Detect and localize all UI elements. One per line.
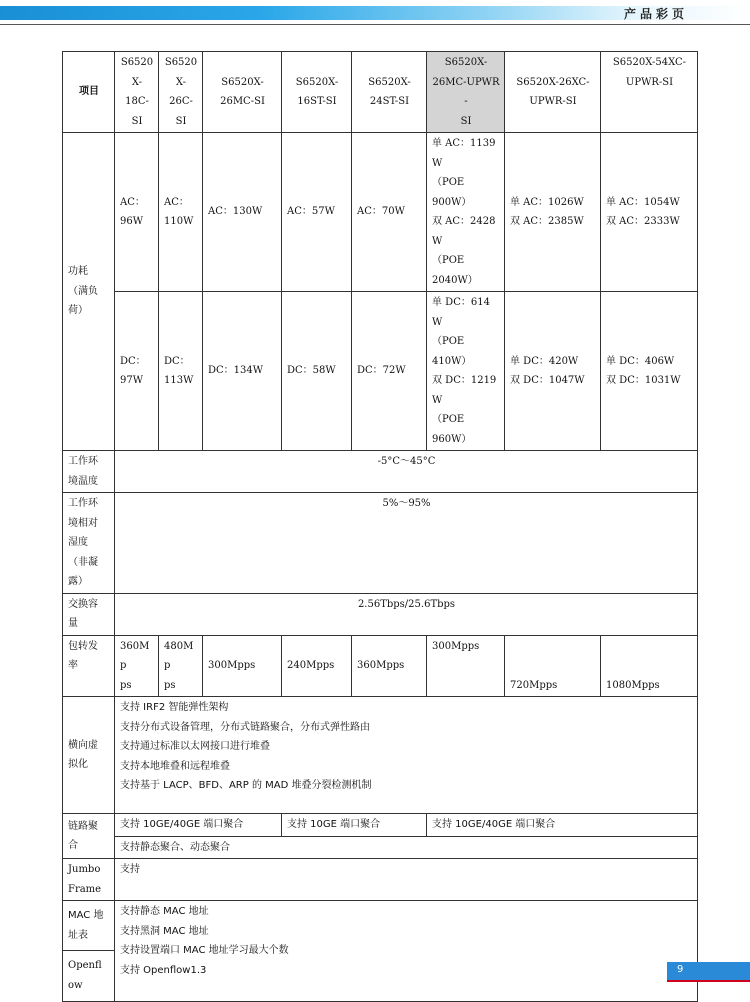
- power-ac-cell: 单 AC：1026W 双 AC：2385W: [505, 133, 601, 292]
- power-dc-cell: DC：58W: [282, 292, 352, 451]
- mac-openflow-value: [115, 901, 698, 1002]
- mac-value: 支持静态 MAC 地址 支持黑洞 MAC 地址 支持设置端口 MAC 地址学习最大个数: [120, 906, 289, 956]
- page-number: 9: [677, 964, 684, 975]
- humidity-value: 5%～95%: [115, 493, 698, 594]
- col-header-26xc-upwr: S6520X-26XC- UPWR-SI: [505, 52, 601, 133]
- power-ac-cell: AC：70W: [352, 133, 427, 292]
- link-agg-label: 链路聚 合: [63, 814, 115, 859]
- power-ac-cell: AC： 96W: [115, 133, 159, 292]
- forwarding-label: 包转发 率: [63, 635, 115, 697]
- power-dc-cell: DC：134W: [203, 292, 282, 451]
- jumbo-value: 支持: [115, 859, 698, 901]
- link-agg-cell: 支持 10GE/40GE 端口聚合: [115, 814, 282, 837]
- power-ac-row: [63, 133, 698, 292]
- header-divider: [0, 24, 750, 25]
- col-header-26mc-upwr: S6520X- 26MC-UPWR- SI: [427, 52, 505, 133]
- forwarding-row: [63, 635, 698, 697]
- link-agg-cell: 支持 10GE 端口聚合: [282, 814, 427, 837]
- virtualization-row: [63, 697, 698, 814]
- power-dc-cell: 单 DC：420W 双 DC：1047W: [505, 292, 601, 451]
- openflow-label: Openfl ow: [63, 951, 115, 1001]
- openflow-value: 支持 Openflow1.3: [120, 964, 207, 976]
- link-agg-cell: 支持 10GE/40GE 端口聚合: [427, 814, 698, 837]
- power-ac-cell: 单 AC：1054W 双 AC：2333W: [601, 133, 698, 292]
- col-header-26c: S6520 X- 26C- SI: [159, 52, 203, 133]
- temperature-value: -5°C～45°C: [115, 451, 698, 493]
- humidity-row: [63, 493, 698, 594]
- forwarding-cell: 300Mpps: [203, 635, 282, 697]
- temperature-row: [63, 451, 698, 493]
- header-title: 产品彩页: [623, 7, 688, 21]
- temperature-label: 工作环 境温度: [63, 451, 115, 493]
- link-agg-row-1: [63, 814, 698, 837]
- humidity-label: 工作环 境相对 湿度 （非凝 露）: [63, 493, 115, 594]
- capacity-label: 交换容 量: [63, 593, 115, 635]
- col-header-item: 项目: [63, 52, 115, 133]
- virtualization-label: 横向虚 拟化: [63, 697, 115, 814]
- power-dc-cell: 单 DC：406W 双 DC：1031W: [601, 292, 698, 451]
- col-header-54xc-upwr: S6520X-54XC- UPWR-SI: [601, 52, 698, 133]
- power-dc-cell: DC： 113W: [159, 292, 203, 451]
- forwarding-cell: 1080Mpps: [601, 635, 698, 697]
- power-ac-cell: AC：57W: [282, 133, 352, 292]
- power-dc-cell: 单 DC：614W （POE 410W） 双 DC：1219W （POE 960W）: [427, 292, 505, 451]
- power-dc-row: [63, 292, 698, 451]
- mac-row: [63, 901, 698, 951]
- forwarding-cell: 360Mp ps: [115, 635, 159, 697]
- forwarding-cell: 240Mpps: [282, 635, 352, 697]
- capacity-row: [63, 593, 698, 635]
- forwarding-cell: 720Mpps: [505, 635, 601, 697]
- header-row: [63, 52, 698, 133]
- link-agg-mode: 支持静态聚合、动态聚合: [115, 836, 698, 859]
- mac-label: MAC 地 址表: [63, 901, 115, 951]
- power-label: 功耗 （满负 荷）: [63, 133, 115, 451]
- power-ac-cell: AC：130W: [203, 133, 282, 292]
- forwarding-cell: 480Mp ps: [159, 635, 203, 697]
- jumbo-row: [63, 859, 698, 901]
- power-ac-cell: 单 AC：1139W （POE 900W） 双 AC：2428W （POE 2040W）: [427, 133, 505, 292]
- forwarding-cell: 300Mpps: [427, 635, 505, 697]
- spec-table: [62, 51, 698, 1002]
- col-header-24st: S6520X- 24ST-SI: [352, 52, 427, 133]
- col-header-18c: S6520 X- 18C- SI: [115, 52, 159, 133]
- capacity-value: 2.56Tbps/25.6Tbps: [115, 593, 698, 635]
- power-dc-cell: DC： 97W: [115, 292, 159, 451]
- forwarding-cell: 360Mpps: [352, 635, 427, 697]
- col-header-16st: S6520X- 16ST-SI: [282, 52, 352, 133]
- virtualization-value: 支持 IRF2 智能弹性架构 支持分布式设备管理，分布式链路聚合，分布式弹性路由 支持通过标准以太网接口进行堆叠 支持本地堆叠和远程堆叠 支持基于 LACP、BFD、ARP 的 MAD 堆叠分裂检测机制: [115, 697, 698, 814]
- link-agg-row-2: [63, 836, 698, 859]
- jumbo-label: Jumbo Frame: [63, 859, 115, 901]
- power-ac-cell: AC： 110W: [159, 133, 203, 292]
- power-dc-cell: DC：72W: [352, 292, 427, 451]
- col-header-26mc: S6520X- 26MC-SI: [203, 52, 282, 133]
